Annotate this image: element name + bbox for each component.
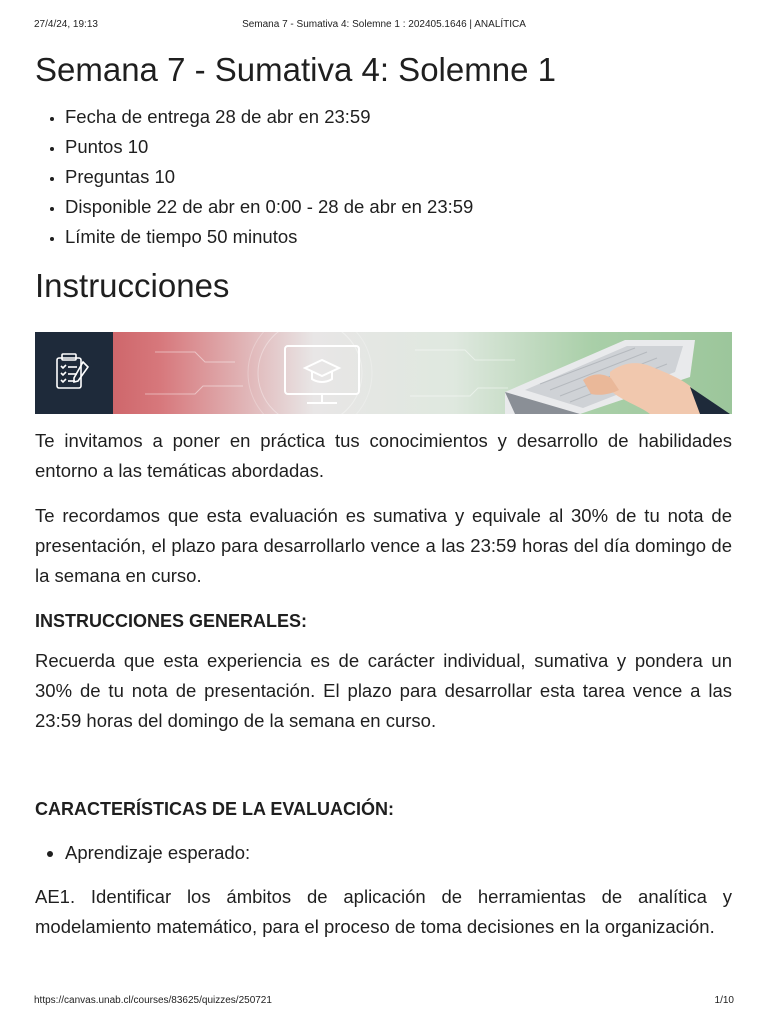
quiz-details-list	[35, 102, 732, 252]
graduation-monitor-icon	[285, 346, 359, 403]
instructions-banner	[35, 332, 732, 414]
print-date: 27/4/24, 19:13	[34, 19, 98, 30]
page-content	[35, 50, 732, 942]
banner-artwork	[35, 332, 732, 414]
print-url: https://canvas.unab.cl/courses/83625/quizzes/250721	[34, 995, 272, 1006]
general-instructions-paragraph: Recuerda que esta experiencia es de carácter individual, sumativa y pondera un 30% de tu nota de presentación. El plazo para desarrollar esta tarea vence a las 23:59 horas del domingo de la semana en curso.	[35, 650, 732, 731]
expected-learning-item: • Aprendizaje esperado:	[65, 838, 732, 868]
reminder-paragraph: Te recordamos que esta evaluación es sumativa y equivale al 30% de tu nota de presentación, el plazo para desarrollarlo vence a las 23:59 horas del día domingo de la semana en curso.	[35, 505, 732, 586]
print-page-title: Semana 7 - Sumativa 4: Solemne 1 : 202405.1646 | ANALÍTICA	[242, 19, 526, 30]
laptop-hands-image	[505, 340, 730, 414]
print-footer	[34, 994, 734, 1008]
checklist-icon	[57, 354, 88, 388]
detail-questions: • Preguntas 10	[65, 162, 732, 192]
detail-due-date: • Fecha de entrega 28 de abr en 23:59	[65, 102, 732, 132]
detail-points: • Puntos 10	[65, 132, 732, 162]
intro-paragraph: Te invitamos a poner en práctica tus conocimientos y desarrollo de habilidades entorno a las temáticas abordadas.	[35, 430, 732, 481]
print-header	[34, 18, 734, 32]
ae1-paragraph: AE1. Identificar los ámbitos de aplicación de herramientas de analítica y modelamiento matemático, para el proceso de toma decisiones en la organización.	[35, 886, 732, 937]
evaluation-features-heading: CARACTERÍSTICAS DE LA EVALUACIÓN:	[35, 799, 394, 819]
detail-time-limit: • Límite de tiempo 50 minutos	[65, 222, 732, 252]
detail-available: • Disponible 22 de abr en 0:00 - 28 de abr en 23:59	[65, 192, 732, 222]
instructions-heading: Instrucciones	[35, 267, 230, 304]
quiz-title: Semana 7 - Sumativa 4: Solemne 1	[35, 51, 556, 88]
print-page-number: 1/10	[714, 995, 734, 1006]
general-instructions-heading: INSTRUCCIONES GENERALES:	[35, 611, 308, 631]
expected-learning-list	[35, 838, 732, 868]
